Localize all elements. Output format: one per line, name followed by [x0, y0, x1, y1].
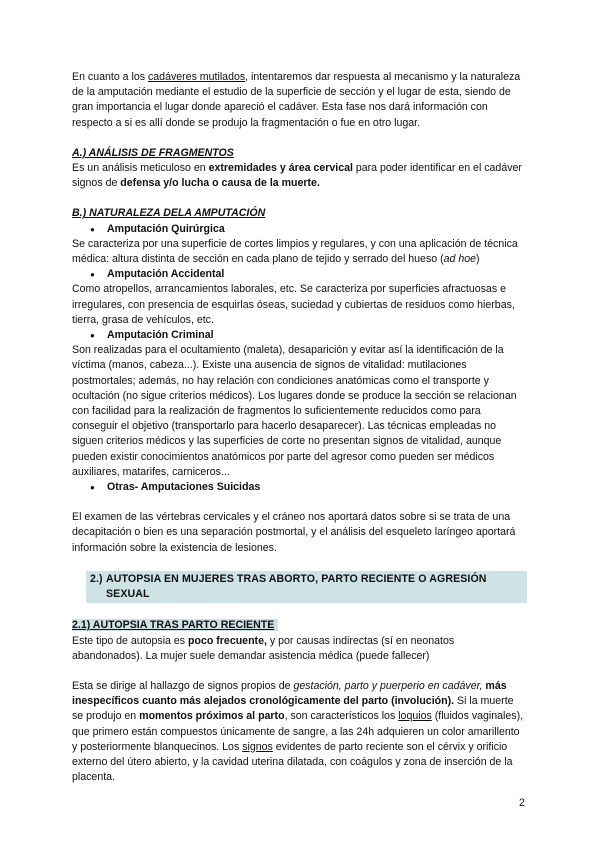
- bullet-label: Otras- Amputaciones Suicidas: [107, 481, 261, 494]
- s21p2-end: evidentes de parto reciente son el cérvix y orificio externo del útero abierto, y la cavidad uterina dilatada, con coágulos y zona de inserción de la placenta.: [72, 740, 513, 784]
- section-a-paragraph: [72, 161, 527, 191]
- section-a-text-1: Es un análisis meticuloso en: [72, 162, 209, 175]
- bullet-label: Amputación Quirúrgica: [107, 222, 225, 235]
- quirurgica-tail: ): [476, 253, 480, 266]
- criminal-paragraph: Son realizadas para el ocultamiento (maleta), desaparición y evitar así la identificación de la víctima (manos, cabeza...). Existe una ausencia de signos de vitalidad: mutilaciones postmortales; además, no hay relación con condiciones anatómicas como el transporte y ocultación (no sigue criterios médicos). Los lugares donde se produce la sección se relacionan con facilidad para la realización de fragmentos lo suficientemente reducidos como para conseguir el objetivo (transportarlo para hacerlo desaparecer). Las técnicas empleadas no siguen criterios médicos y las superficies de corte no presentan signos de vitalidad, aunque pueden existir conocimientos anatómicos por parte del agresor como pueden ser médicos auxiliares, matarifes, carniceros...: [72, 344, 517, 478]
- s21-text-2: y por causas indirectas (sí en neonatos abandonados). La mujer suele demandar asistencia médica (puede fallecer): [72, 634, 455, 662]
- section-b-heading: B.) NATURALEZA DELA AMPUTACIÓN: [72, 207, 266, 220]
- section-a-bold-2: defensa y/o lucha o causa de la muerte.: [120, 177, 320, 190]
- intro-paragraph: [72, 70, 527, 131]
- s21p2-e: , son característicos los: [284, 710, 399, 723]
- bullet-dot-icon: ●: [90, 331, 95, 341]
- accidental-paragraph: Como atropellos, arrancamientos laborales, etc. Se caracteriza por superficies afractuosas e irregulares, con presencia de esquirlas óseas, suciedad y cubiertas de residuos como hierbas, tierra, grasa de vehículos, etc.: [72, 283, 515, 326]
- section-2-heading: [86, 571, 527, 603]
- s21p2-g: (fluidos vaginales), que primero están compuestos únicamente de sangre, a las 24h adquieren un color amarillento y posteriormente blanquecinos. Los: [72, 710, 524, 753]
- bullet-item-suicidas: [72, 480, 527, 495]
- section-2-number: 2.): [90, 572, 103, 585]
- section-a-text-2: para poder identificar en el cadáver signos de: [72, 162, 522, 190]
- section-a-heading: A.) ANÁLISIS DE FRAGMENTOS: [72, 146, 234, 159]
- bullet-label: Amputación Accidental: [107, 268, 225, 281]
- quirurgica-italic: ad hoe: [443, 253, 477, 266]
- page-number: 2: [519, 797, 525, 809]
- bullet-dot-icon: ●: [90, 483, 95, 493]
- section-a-bold-1: extremidades y área cervical: [208, 162, 353, 175]
- vertebrae-paragraph: El examen de las vértebras cervicales y el cráneo nos aportará datos sobre si se trata de una decapitación o bien es una separación postmortal, y el análisis del esqueleto laríngeo aportará información sobre la existencia de lesiones.: [72, 511, 516, 554]
- document-body: [72, 70, 527, 785]
- s21p2-italic: gestación, parto y puerperio en cadáver,: [293, 679, 483, 692]
- intro-text: En cuanto a los: [72, 71, 148, 83]
- bullet-dot-icon: ●: [90, 270, 95, 280]
- s21-bold-1: poco frecuente,: [188, 634, 267, 647]
- s21p2-a: Esta se dirige al hallazgo de signos propios de: [72, 679, 294, 692]
- intro-text-rest: , intentaremos dar respuesta al mecanismo y la naturaleza de la amputación mediante el estudio de la superficie de sección y el lugar de esta, siendo de gran importancia el lugar donde apareció el cadáver. Esta fase nos dará información con respecto a si es allí donde se produjo la fragmentación o fue en otro lugar.: [72, 71, 521, 129]
- s21p2-c: Si la muerte se produjo en: [72, 695, 514, 723]
- section-2-title-line-1: AUTOPSIA EN MUJERES TRAS ABORTO, PARTO RECIENTE O AGRESIÓN: [106, 572, 487, 585]
- section-2-title-line-2: SEXUAL: [106, 588, 150, 601]
- bullet-item-accidental: [72, 267, 527, 282]
- bullet-label: Amputación Criminal: [107, 329, 214, 342]
- section-2-1-heading: 2.1) AUTOPSIA TRAS PARTO RECIENTE: [72, 619, 278, 631]
- s21-text-1: Este tipo de autopsia es: [72, 634, 189, 647]
- section-2-1-paragraph-1: [72, 634, 527, 664]
- intro-underlined-term: cadáveres mutilados: [147, 71, 246, 83]
- section-2-1-paragraph-2: [72, 679, 527, 785]
- bullet-dot-icon: ●: [90, 224, 95, 234]
- quirurgica-paragraph: [72, 237, 527, 267]
- bullet-item-criminal: [72, 328, 527, 343]
- s21p2-bold: más inespecíficos cuanto más alejados cronológicamente del parto (involución).: [72, 679, 507, 708]
- s21p2-bold-2: momentos próximos al parto: [139, 710, 285, 723]
- bullet-item-quirurgica: [72, 222, 527, 237]
- s21p2-signos: signos: [242, 740, 273, 753]
- quirurgica-text: Se caracteriza por una superficie de cortes limpios y regulares, y con una aplicación de técnica médica: altura distinta de sección en cada plano de tejido y serrado del hueso (: [72, 237, 518, 266]
- s21p2-loquios: loquios: [398, 710, 432, 723]
